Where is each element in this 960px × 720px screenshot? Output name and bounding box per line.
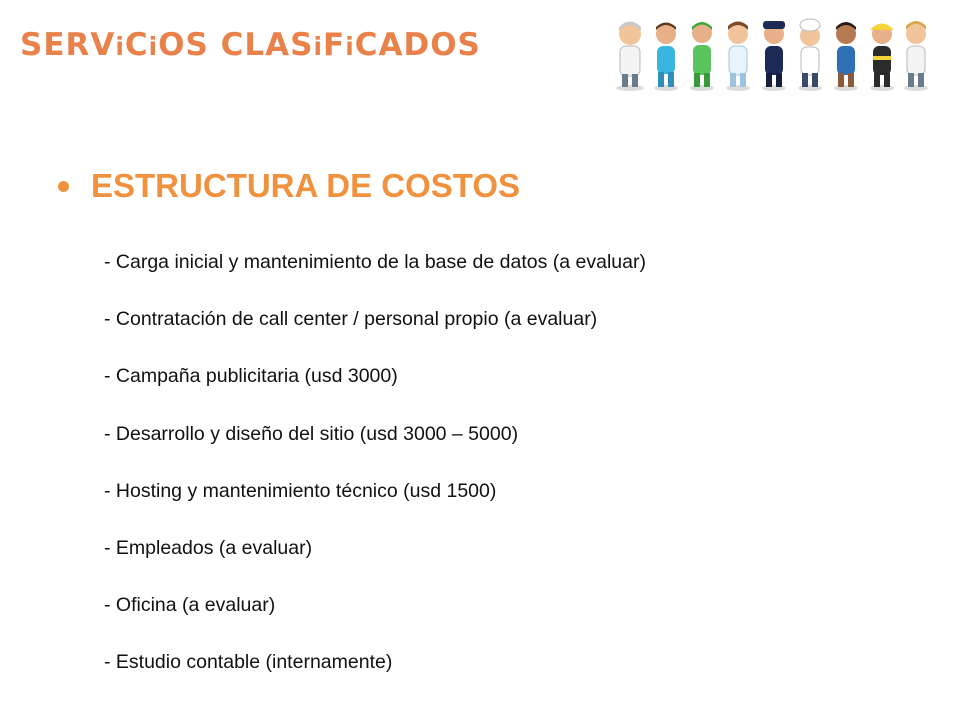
cost-item: - Desarrollo y diseño del sitio (usd 3000 – 5000)	[104, 422, 519, 445]
workers-characters-icon	[612, 18, 930, 92]
section-heading-row	[58, 162, 520, 210]
character-mechanic-icon	[834, 22, 858, 91]
cost-item: - Oficina (a evaluar)	[104, 594, 276, 617]
character-surgeon-icon	[690, 22, 714, 91]
character-firefighter-icon	[870, 24, 894, 92]
cost-item: - Empleados (a evaluar)	[104, 536, 313, 559]
cost-item: - Campaña publicitaria (usd 3000)	[104, 365, 398, 388]
bullet-icon	[58, 181, 69, 192]
character-nurse-icon	[726, 22, 750, 92]
section-heading: ESTRUCTURA DE COSTOS	[91, 167, 521, 204]
cost-item: - Contratación de call center / personal propio (a evaluar)	[104, 308, 598, 331]
character-blue-worker-icon	[654, 23, 678, 92]
character-doctor-icon	[616, 22, 644, 92]
cost-items-list	[104, 248, 646, 706]
character-chef-icon	[798, 19, 822, 91]
character-police-icon	[762, 21, 786, 91]
logo-title: SERViCiOS CLASiFiCADOS	[20, 27, 481, 63]
cost-item: - Carga inicial y mantenimiento de la base de datos (a evaluar)	[104, 251, 646, 273]
cost-item: - Hosting y mantenimiento técnico (usd 1500)	[104, 479, 497, 502]
cost-item: - Estudio contable (internamente)	[104, 651, 393, 674]
character-scientist-icon	[904, 21, 928, 91]
